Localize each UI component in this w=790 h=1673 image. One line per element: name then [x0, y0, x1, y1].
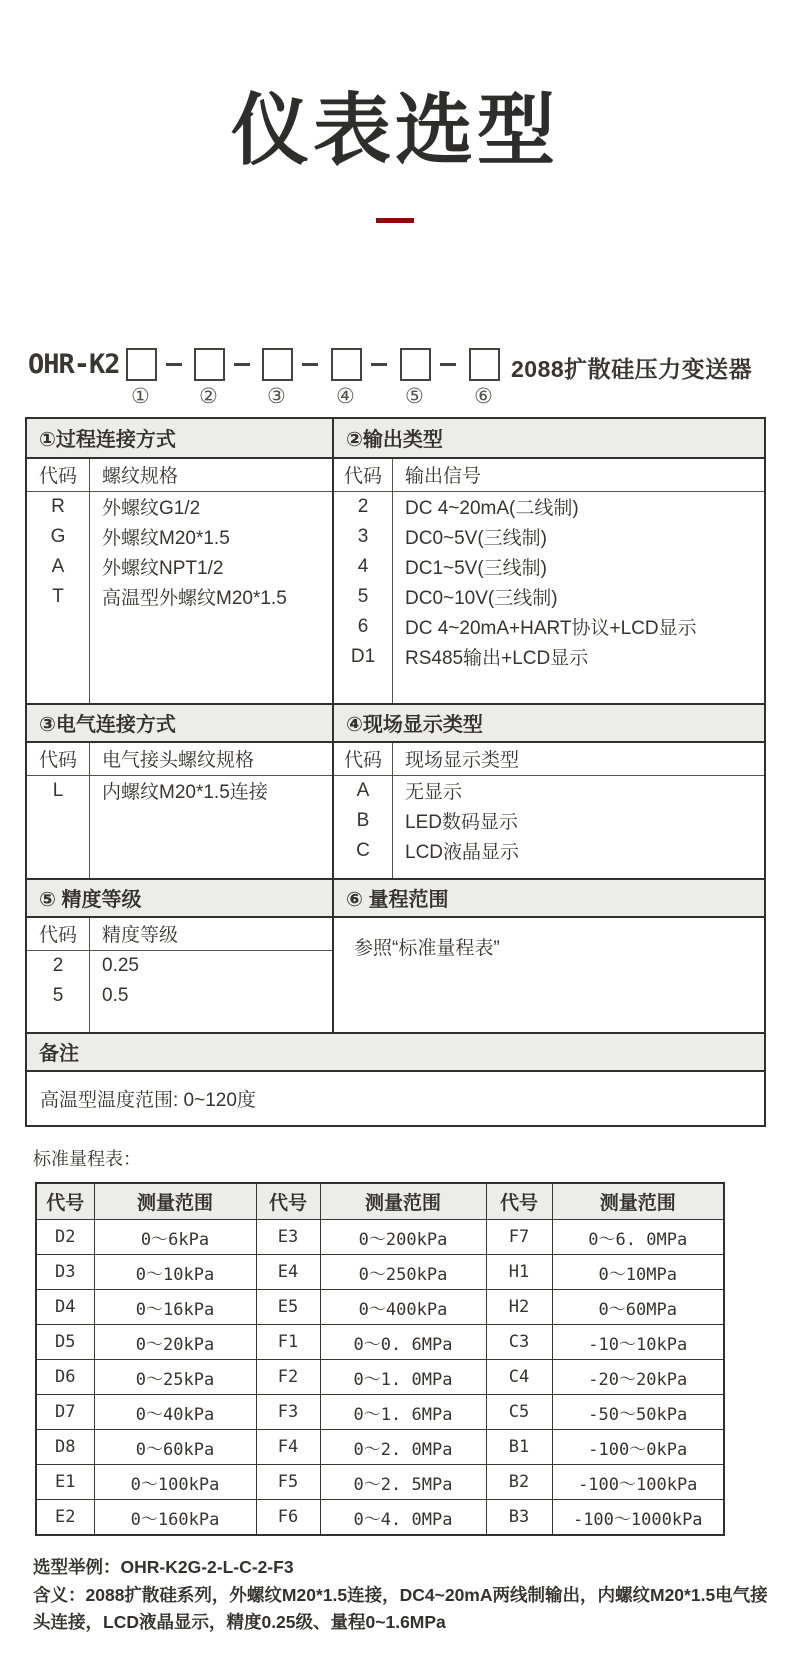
dash-separator [302, 363, 318, 366]
section-6-header: ⑥ 量程范围 [346, 889, 449, 912]
section-header-row [27, 1032, 764, 1072]
code-cell: B3 [486, 1500, 552, 1535]
code-cell: L [52, 779, 64, 801]
column-header-row [27, 459, 332, 492]
code-cell: F4 [256, 1430, 320, 1465]
table-row [27, 776, 332, 806]
range-cell: -100～100kPa [552, 1465, 724, 1500]
table-row [36, 1360, 724, 1395]
code-cell: C3 [486, 1325, 552, 1360]
column-header-code: 代码 [38, 750, 77, 772]
column-header-desc: 螺纹规格 [102, 466, 179, 488]
position-marker-3: ③ [267, 384, 286, 408]
code-cell: D5 [36, 1325, 94, 1360]
code-cell: 6 [357, 615, 369, 637]
code-cell: C [356, 839, 370, 861]
section-3-header: ③电气连接方式 [27, 705, 334, 741]
table-row [27, 981, 332, 1011]
range-table [35, 1182, 725, 1536]
value-cell: 外螺纹M20*1.5 [102, 528, 230, 550]
section-4 [334, 743, 764, 878]
table-row [36, 1290, 724, 1325]
position-marker-1: ① [131, 384, 150, 408]
range-cell: 0～6kPa [94, 1220, 256, 1255]
value-cell: DC1~5V(三线制) [405, 558, 547, 580]
column-header-range: 测量范围 [94, 1183, 256, 1220]
dash-separator [234, 363, 250, 366]
ordering-example [33, 1554, 775, 1636]
range-cell: -100～0kPa [552, 1430, 724, 1465]
model-box-3 [262, 348, 293, 381]
code-cell: R [51, 495, 65, 517]
value-cell: 0.5 [102, 984, 129, 1006]
code-cell: D3 [36, 1255, 94, 1290]
code-cell: 5 [357, 585, 369, 607]
table-row [27, 582, 332, 612]
section-2-header: ②输出类型 [346, 429, 443, 452]
code-cell: 5 [52, 984, 64, 1006]
code-cell: F3 [256, 1395, 320, 1430]
value-cell: DC 4~20mA+HART协议+LCD显示 [405, 618, 697, 640]
table-row [27, 492, 332, 522]
table-row [27, 951, 332, 981]
table-row [36, 1220, 724, 1255]
code-cell: A [356, 779, 370, 801]
code-cell: E1 [36, 1465, 94, 1500]
table-row [334, 642, 764, 672]
value-cell: LED数码显示 [405, 812, 518, 834]
dash-separator [371, 363, 387, 366]
column-divider [392, 459, 393, 703]
code-cell: T [52, 585, 64, 607]
section-5 [27, 918, 334, 1032]
range-cell: 0～250kPa [320, 1255, 486, 1290]
range-cell: -10～10kPa [552, 1325, 724, 1360]
model-box-1 [126, 348, 157, 381]
model-box-4 [331, 348, 362, 381]
model-suffix: 2088扩散硅压力变送器 [511, 355, 753, 382]
example-line: 选型举例：OHR-K2G-2-L-C-2-F3 [33, 1556, 294, 1577]
dash-separator [440, 363, 456, 366]
selection-table [25, 417, 766, 1127]
code-cell: 4 [357, 555, 369, 577]
table-row [27, 522, 332, 552]
model-box-5 [400, 348, 431, 381]
range-cell: 0～2. 5MPa [320, 1465, 486, 1500]
section-5-6-body [27, 918, 764, 1032]
range-reference-note: 参照“标准量程表” [354, 937, 500, 959]
column-header-row [27, 918, 332, 951]
range-cell: 0～2. 0MPa [320, 1430, 486, 1465]
code-cell: D2 [36, 1220, 94, 1255]
range-cell: 0～100kPa [94, 1465, 256, 1500]
section-1-2-body [27, 459, 764, 703]
table-row [334, 612, 764, 642]
table-row [36, 1395, 724, 1430]
column-header-row [334, 459, 764, 492]
value-cell: 外螺纹NPT1/2 [102, 558, 224, 580]
column-header-code: 代号 [486, 1183, 552, 1220]
table-row [36, 1500, 724, 1535]
code-cell: D4 [36, 1290, 94, 1325]
value-cell: RS485输出+LCD显示 [405, 648, 589, 670]
section-2 [334, 459, 764, 703]
code-cell: 2 [357, 495, 369, 517]
column-header-code: 代号 [36, 1183, 94, 1220]
model-box-2 [194, 348, 225, 381]
section-5-header: ⑤ 精度等级 [27, 880, 334, 916]
code-cell: E3 [256, 1220, 320, 1255]
code-cell: D8 [36, 1430, 94, 1465]
position-marker-2: ② [199, 384, 218, 408]
section-header-row [27, 419, 764, 459]
range-cell: 0～4. 0MPa [320, 1500, 486, 1535]
code-cell: B2 [486, 1465, 552, 1500]
table-row [334, 806, 764, 836]
value-cell: 外螺纹G1/2 [102, 498, 201, 520]
column-header-desc: 输出信号 [405, 466, 482, 488]
range-cell: 0～6. 0MPa [552, 1220, 724, 1255]
range-cell: 0～25kPa [94, 1360, 256, 1395]
section-6 [334, 918, 764, 1032]
range-cell: 0～400kPa [320, 1290, 486, 1325]
position-marker-5: ⑤ [405, 384, 424, 408]
code-cell: E5 [256, 1290, 320, 1325]
column-header-desc: 现场显示类型 [405, 750, 520, 772]
code-cell: F6 [256, 1500, 320, 1535]
table-row [334, 522, 764, 552]
column-divider [89, 459, 90, 703]
code-cell: E2 [36, 1500, 94, 1535]
section-header-row [27, 703, 764, 743]
section-1 [27, 459, 334, 703]
column-header-range: 测量范围 [320, 1183, 486, 1220]
range-cell: -20～20kPa [552, 1360, 724, 1395]
range-cell: 0～20kPa [94, 1325, 256, 1360]
column-header-desc: 电气接头螺纹规格 [102, 750, 255, 772]
range-cell: 0～1. 6MPa [320, 1395, 486, 1430]
section-header-row [27, 878, 764, 918]
table-row [36, 1465, 724, 1500]
code-cell: D6 [36, 1360, 94, 1395]
column-header-row [334, 743, 764, 776]
section-3 [27, 743, 334, 878]
value-cell: 高温型外螺纹M20*1.5 [102, 588, 287, 610]
value-cell: 无显示 [405, 782, 463, 804]
dash-separator [166, 363, 182, 366]
model-code-line [0, 347, 790, 409]
code-cell: B1 [486, 1430, 552, 1465]
value-cell: LCD液晶显示 [405, 842, 520, 864]
column-header-code: 代码 [343, 466, 382, 488]
table-row [334, 552, 764, 582]
range-cell: 0～160kPa [94, 1500, 256, 1535]
value-cell: 0.25 [102, 954, 139, 976]
range-cell: 0～60MPa [552, 1290, 724, 1325]
column-divider [89, 918, 90, 1032]
meaning-line: 含义：2088扩散硅系列，外螺纹M20*1.5连接，DC4~20mA两线制输出，内螺纹M20*1.5电气接头连接，LCD液晶显示，精度0.25级、量程0~1.6MPa [33, 1584, 768, 1632]
table-row [334, 492, 764, 522]
range-cell: -100～1000kPa [552, 1500, 724, 1535]
section-3-4-body [27, 743, 764, 878]
table-row [36, 1255, 724, 1290]
table-row [334, 776, 764, 806]
code-cell: 3 [357, 525, 369, 547]
value-cell: DC0~10V(三线制) [405, 588, 558, 610]
column-header-code: 代码 [343, 750, 382, 772]
code-cell: F5 [256, 1465, 320, 1500]
value-cell: 内螺纹M20*1.5连接 [102, 782, 268, 804]
code-cell: B [356, 809, 370, 831]
code-cell: F7 [486, 1220, 552, 1255]
code-cell: D1 [350, 645, 376, 667]
range-cell: 0～0. 6MPa [320, 1325, 486, 1360]
table-row [27, 552, 332, 582]
code-cell: D7 [36, 1395, 94, 1430]
table-row [36, 1430, 724, 1465]
range-header-row [36, 1183, 724, 1220]
code-cell: C5 [486, 1395, 552, 1430]
column-header-code: 代码 [38, 925, 77, 947]
code-cell: A [51, 555, 65, 577]
range-cell: 0～60kPa [94, 1430, 256, 1465]
code-cell: E4 [256, 1255, 320, 1290]
code-cell: G [50, 525, 66, 547]
range-cell: 0～10kPa [94, 1255, 256, 1290]
section-1-header: ①过程连接方式 [27, 419, 334, 457]
table-row [334, 582, 764, 612]
remark-note: 高温型温度范围: 0~120度 [40, 1089, 256, 1111]
value-cell: DC 4~20mA(二线制) [405, 498, 579, 520]
table-row [334, 836, 764, 866]
value-cell: DC0~5V(三线制) [405, 528, 547, 550]
remark-header: 备注 [39, 1043, 79, 1066]
range-cell: 0～1. 0MPa [320, 1360, 486, 1395]
model-prefix: OHR-K2 [28, 348, 120, 380]
column-divider [89, 743, 90, 878]
column-header-row [27, 743, 332, 776]
column-header-desc: 精度等级 [102, 925, 179, 947]
range-cell: 0～16kPa [94, 1290, 256, 1325]
code-cell: F2 [256, 1360, 320, 1395]
section-4-header: ④现场显示类型 [346, 714, 483, 737]
code-cell: F1 [256, 1325, 320, 1360]
range-cell: -50～50kPa [552, 1395, 724, 1430]
position-marker-4: ④ [336, 384, 355, 408]
title-underline [376, 218, 414, 223]
column-header-range: 测量范围 [552, 1183, 724, 1220]
range-cell: 0～200kPa [320, 1220, 486, 1255]
column-divider [392, 743, 393, 878]
code-cell: H1 [486, 1255, 552, 1290]
code-cell: H2 [486, 1290, 552, 1325]
table-row [36, 1325, 724, 1360]
code-cell: 2 [52, 954, 64, 976]
range-cell: 0～40kPa [94, 1395, 256, 1430]
range-table-label: 标准量程表： [33, 1148, 141, 1169]
column-header-code: 代号 [256, 1183, 320, 1220]
page-title: 仪表选型 [230, 86, 559, 174]
position-marker-6: ⑥ [474, 384, 493, 408]
model-box-6 [469, 348, 500, 381]
range-cell: 0～10MPa [552, 1255, 724, 1290]
code-cell: C4 [486, 1360, 552, 1395]
column-header-code: 代码 [38, 466, 77, 488]
